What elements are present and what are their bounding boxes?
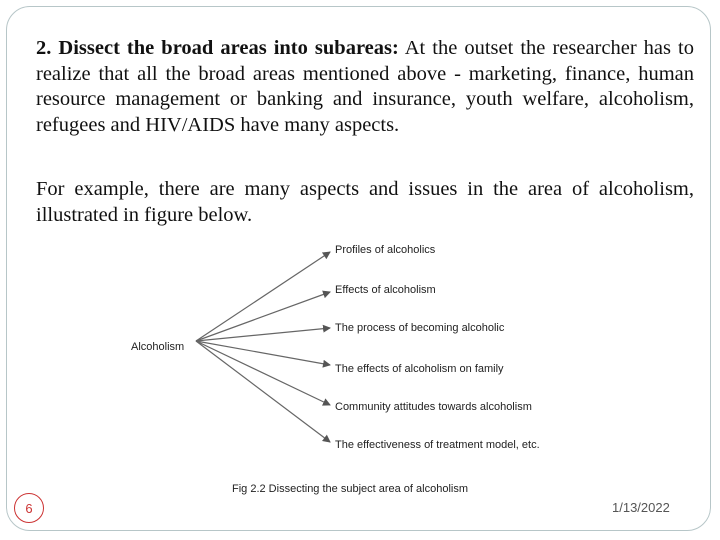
diagram-arrow bbox=[196, 328, 330, 341]
diagram-branch-label: The effects of alcoholism on family bbox=[335, 363, 504, 375]
diagram-branch-label: The effectiveness of treatment model, etc. bbox=[335, 439, 540, 451]
paragraph-lead: 2. Dissect the broad areas into subareas: bbox=[36, 37, 399, 59]
diagram-branch-label: Profiles of alcoholics bbox=[335, 244, 436, 256]
diagram-arrow bbox=[196, 341, 330, 442]
diagram-arrow bbox=[196, 292, 330, 341]
paragraph-body: At the outset the researcher has to realize that all the broad areas mentioned above - marketing, finance, human resource management or banking and insurance, youth welfare, alcoholism, refugees and HIV/AIDS have many aspects. bbox=[36, 37, 694, 136]
diagram-branch-label: Effects of alcoholism bbox=[335, 284, 436, 296]
diagram-branch-label: Community attitudes towards alcoholism bbox=[335, 401, 532, 413]
paragraph-example: For example, there are many aspects and issues in the area of alcoholism, illustrated in figure below. bbox=[36, 178, 694, 226]
diagram-arrow bbox=[196, 252, 330, 341]
diagram-arrow bbox=[196, 341, 330, 365]
page-number-badge: 6 bbox=[14, 493, 44, 523]
slide-date: 1/13/2022 bbox=[612, 500, 670, 515]
diagram-arrow bbox=[196, 341, 330, 405]
diagram-root-label: Alcoholism bbox=[131, 341, 185, 353]
diagram-branch-label: The process of becoming alcoholic bbox=[335, 322, 505, 334]
figure-caption: Fig 2.2 Dissecting the subject area of alcoholism bbox=[232, 483, 469, 495]
